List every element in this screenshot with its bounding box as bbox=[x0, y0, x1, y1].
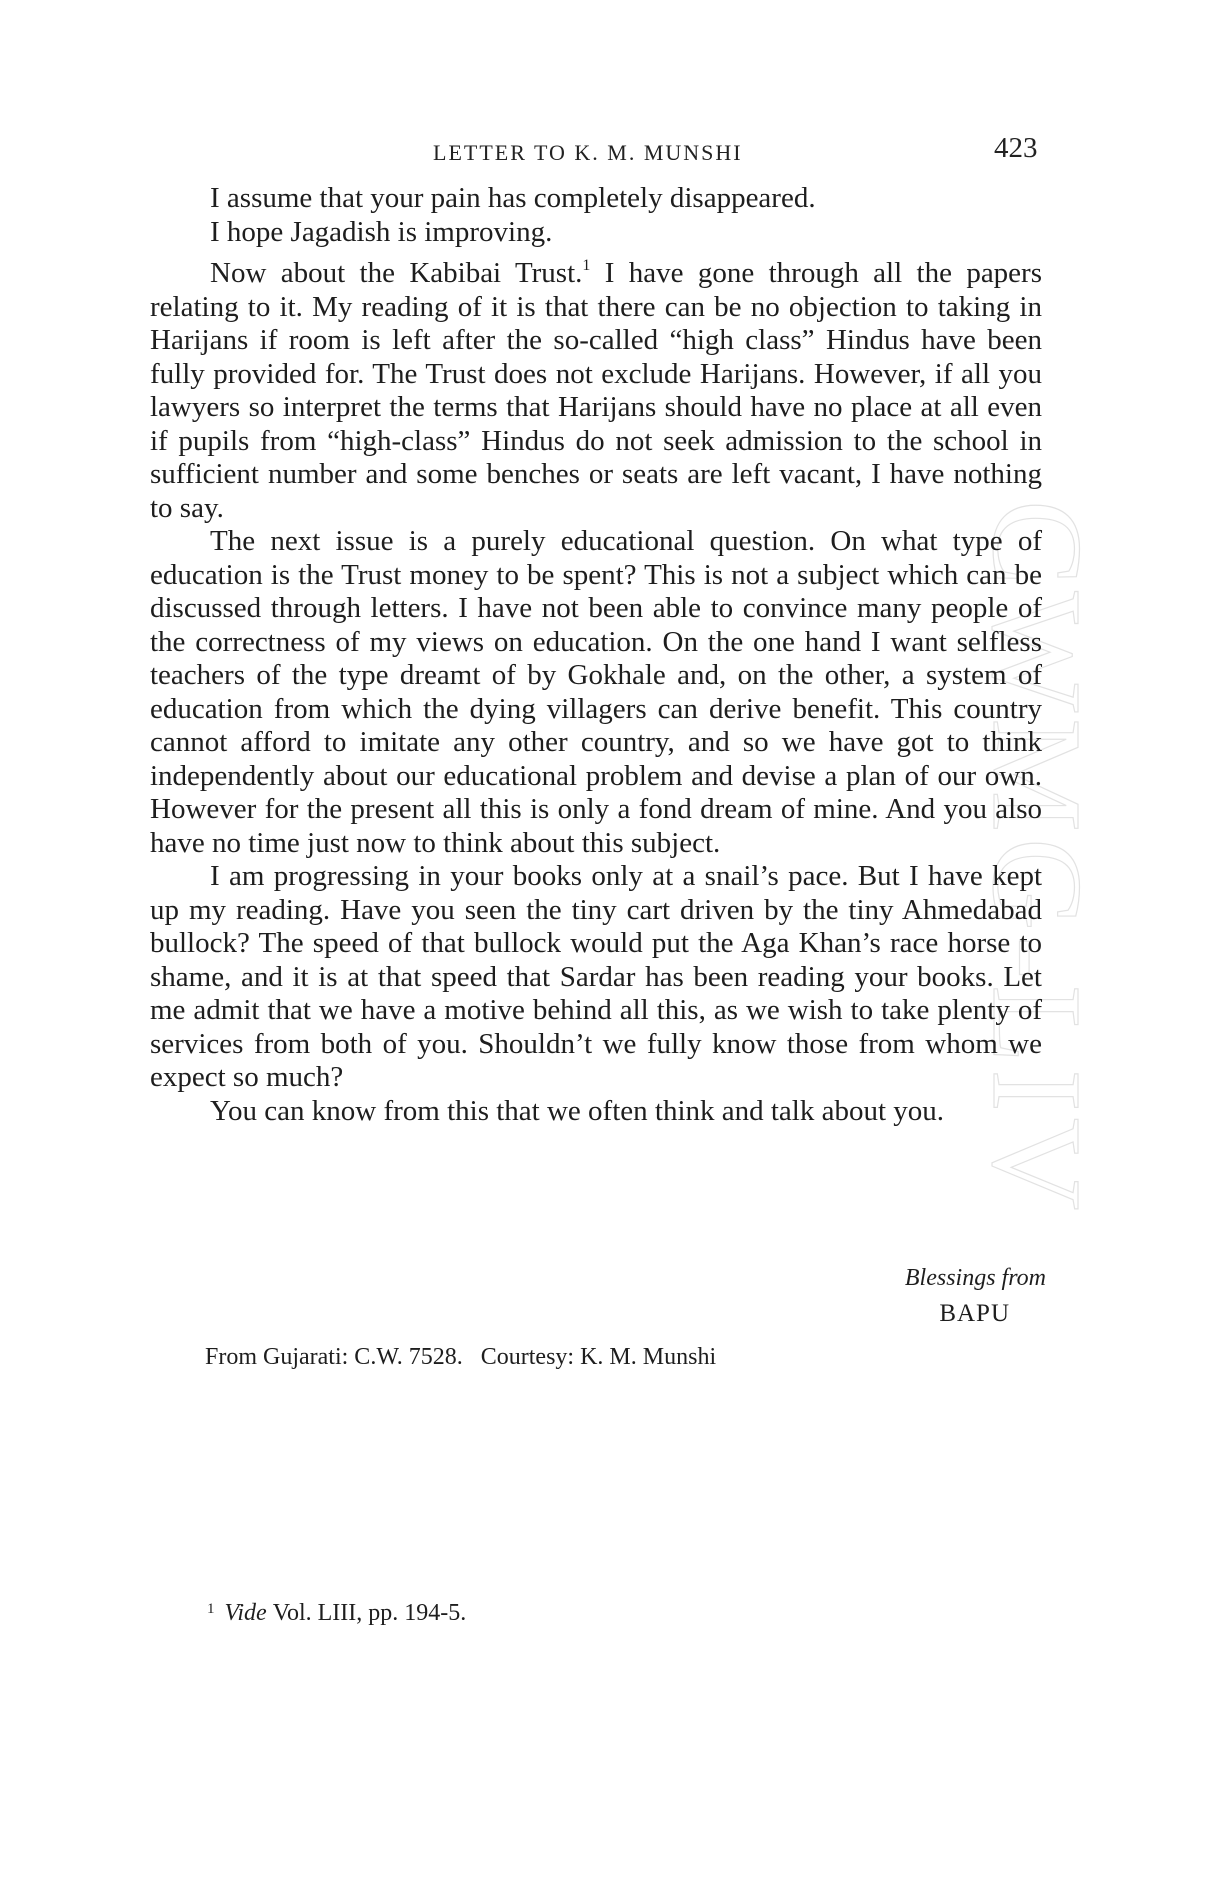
signature-text: BAPU bbox=[939, 1300, 1010, 1327]
paragraph-text: Now about the Kabibai Trust. bbox=[210, 257, 583, 289]
paragraph: I am progressing in your books only at a snail’s pace. But I have kept up my reading. Have you seen the tiny cart driven by the tiny Ahmedabad bullock? The speed of that bullock would put the Aga Khan’s race horse to shame, and it is at that speed that Sardar has been reading your books. Let me admit that we have a motive behind all this, as we wish to take plenty of services from both of you. Shouldn’t we fully know those from whom we expect so much? bbox=[150, 860, 1042, 1093]
letter-closing bbox=[700, 1262, 1046, 1334]
paragraph: You can know from this that we often think and talk about you. bbox=[210, 1094, 945, 1127]
footnote-reference: Vol. LIII, pp. 194-5. bbox=[272, 1600, 467, 1626]
paragraph-text: I have gone through all the papers relating to it. My reading of it is that there can be no objection to taking in Harijans if room is left after the so-called “high class” Hindus have been fully provided for. The Trust does not exclude Harijans. However, if all you lawyers so interpret the terms that Harijans should have no place at all even if pupils from “high-class” Hindus do not seek admission to the school in sufficient number and some benches or seats are left vacant, I have nothing to say. bbox=[150, 257, 1042, 524]
running-head-title: LETTER TO K. M. MUNSHI bbox=[433, 140, 743, 165]
paragraph bbox=[150, 249, 1042, 525]
source-courtesy: Courtesy: K. M. Munshi bbox=[480, 1344, 717, 1370]
paragraph: I assume that your pain has completely disappeared. bbox=[210, 182, 816, 214]
letter-body bbox=[150, 182, 1042, 1128]
running-head bbox=[0, 132, 1229, 172]
footnote-number: 1 bbox=[207, 1601, 215, 1617]
footnote-vide: Vide bbox=[224, 1600, 267, 1626]
source-note bbox=[205, 1344, 716, 1371]
paragraph: I hope Jagadish is improving. bbox=[210, 215, 553, 248]
footnote bbox=[207, 1600, 466, 1627]
blessings-line: Blessings from bbox=[904, 1265, 1046, 1291]
page-number: 423 bbox=[994, 132, 1038, 164]
signature bbox=[700, 1294, 1010, 1334]
paragraph: The next issue is a purely educational question. On what type of education is the Trust money to be spent? This is not a subject which can be discussed through letters. I have not been able to convince many people of the correctness of my views on education. On the one hand I want selfless teachers of the type dreamt of by Gokhale and, on the other, a system of education from which the dying villagers can derive benefit. This country cannot afford to imitate any other country, and so we have got to think independently about our educational problem and devise a plan of our own. However for the present all this is only a fond dream of mine. And you also have no time just now to think about this subject. bbox=[150, 525, 1042, 859]
source-origin: From Gujarati: C.W. 7528. bbox=[205, 1344, 463, 1370]
footnote-marker: 1 bbox=[582, 257, 591, 274]
watermark: CWMG-LIV bbox=[966, 500, 1108, 1217]
